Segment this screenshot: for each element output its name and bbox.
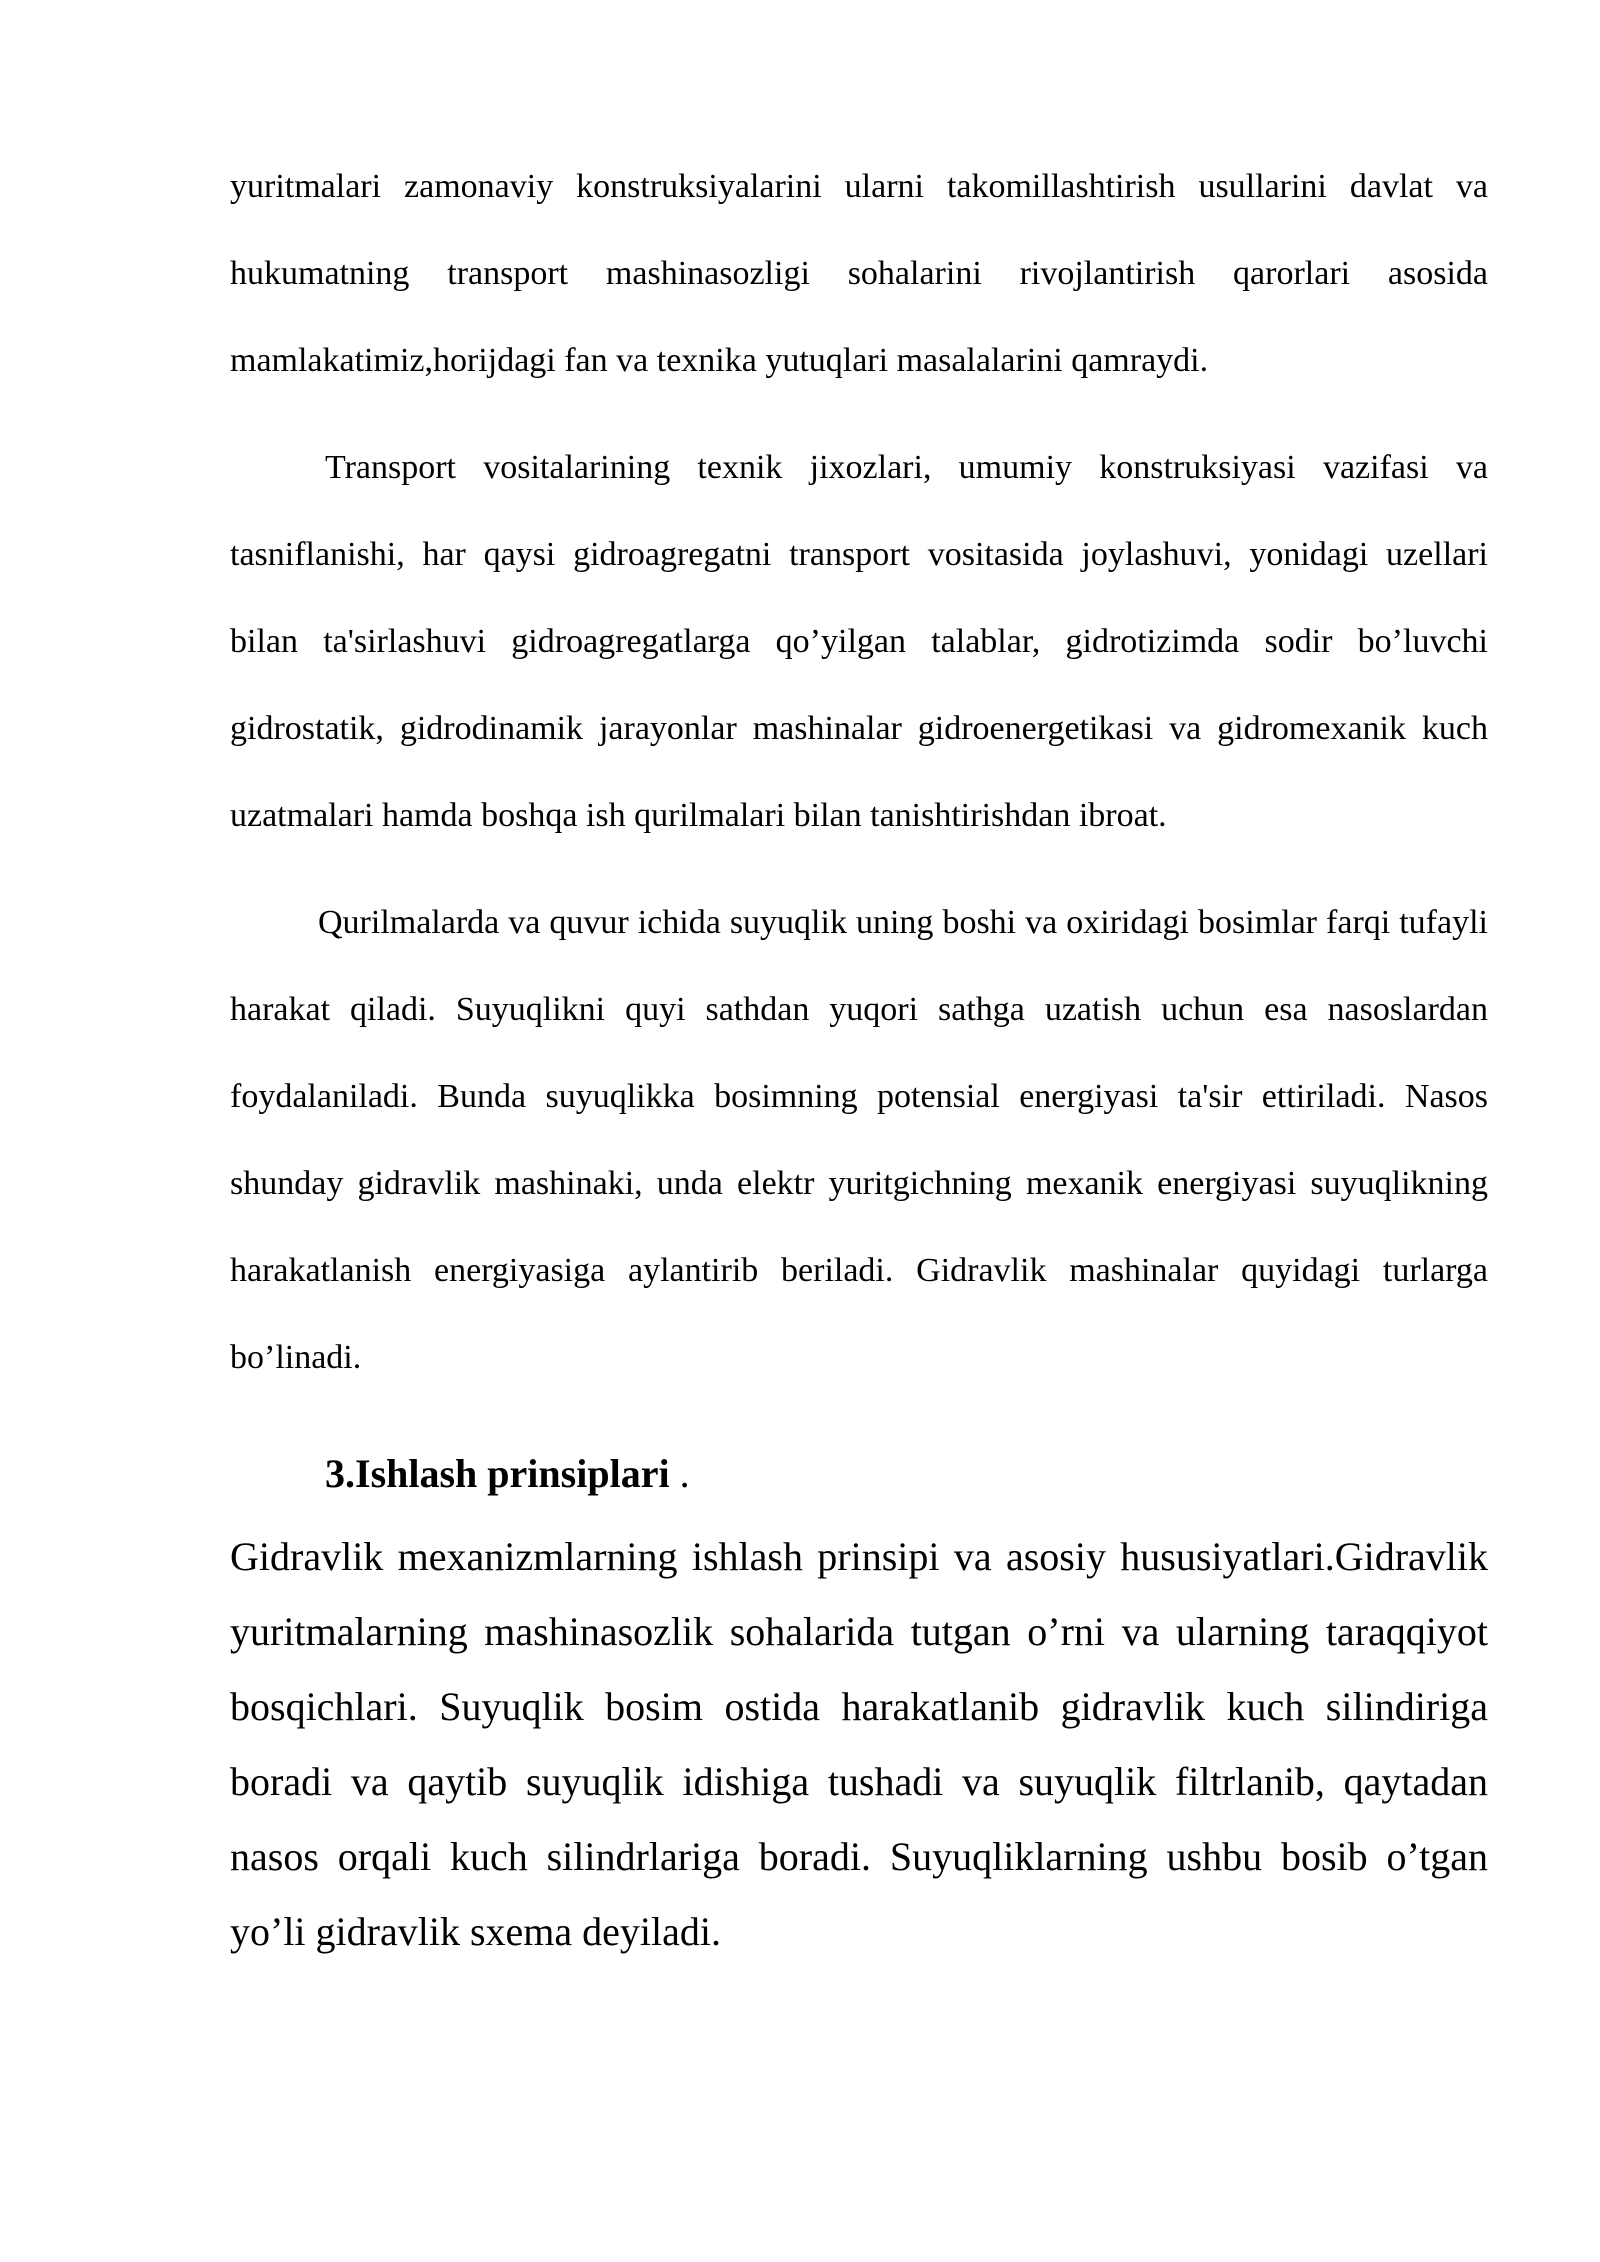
paragraph-transport-equipment: Transport vositalarining texnik jixozlari, umumiy konstruksiyasi vazifasi va tasniflanishi, har qaysi gidroagregatni transport vositasida joylashuvi, yonidagi uzellari bilan ta'sirlashuvi gidroagregatlarga qo’yilgan talablar, gidrotizimda sodir bo’luvchi gidrostatik, gidrodinamik jarayonlar mashinalar gidroenergetikasi va gidromexanik kuch uzatmalari hamda boshqa ish qurilmalari bilan tanishtirishdan ibroat. — [230, 449, 1488, 834]
section-heading — [325, 1444, 1488, 1504]
section-heading-suffix: . — [669, 1451, 690, 1496]
page-content — [230, 143, 1488, 1969]
paragraph-continued: yuritmalari zamonaviy konstruksiyalarini ularni takomillashtirish usullarini davlat va hukumatning transport mashinasozligi sohalarini rivojlantirish qarorlari asosida mamlakatimiz,horijdagi fan va texnika yutuqlari masalalarini qamraydi. — [230, 168, 1488, 379]
paragraph-working-principles: Gidravlik mexanizmlarning ishlash prinsipi va asosiy hususiyatlari.Gidravlik yuritmalarning mashinasozlik sohalarida tutgan o’rni va ularning taraqqiyot bosqichlari. Suyuqlik bosim ostida harakatlanib gidravlik kuch silindiriga boradi va qaytib suyuqlik idishiga tushadi va suyuqlik filtrlanib, qaytadan nasos orqali kuch silindrlariga boradi. Suyuqliklarning ushbu bosib o’tgan yo’li gidravlik sxema deyiladi. — [230, 1534, 1488, 1954]
section-heading-text: 3.Ishlash prinsiplari — [325, 1451, 670, 1496]
paragraph-fluid-motion: Qurilmalarda va quvur ichida suyuqlik uning boshi va oxiridagi bosimlar farqi tufayli harakat qiladi. Suyuqlikni quyi sathdan yuqori sathga uzatish uchun esa nasoslardan foydalaniladi. Bunda suyuqlikka bosimning potensial energiyasi ta'sir ettiriladi. Nasos shunday gidravlik mashinaki, unda elektr yuritgichning mexanik energiyasi suyuqlikning harakatlanish energiyasiga aylantirib beriladi. Gidravlik mashinalar quyidagi turlarga bo’linadi. — [230, 904, 1488, 1376]
